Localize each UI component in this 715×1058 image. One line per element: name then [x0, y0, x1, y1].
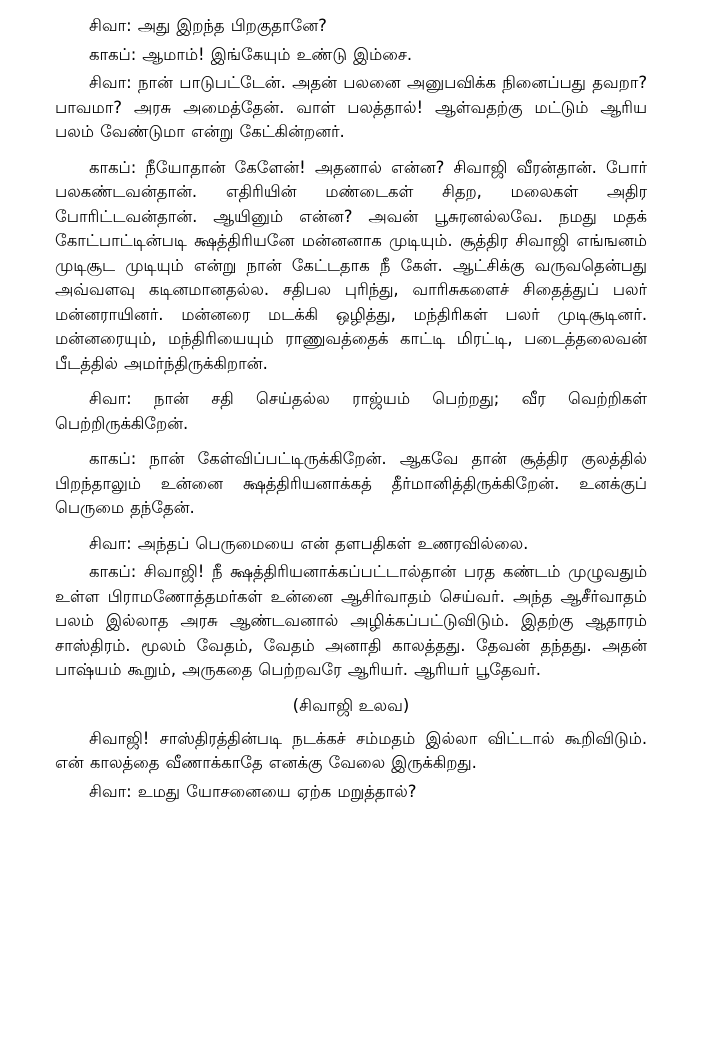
- dialogue-line: காகப்: நீயோதான் கேளேன்! அதனால் என்ன? சிவாஜி வீரன்தான். போர் பலகண்டவன்தான். எதிரியின் மண்டைகள் சிதற, மலைகள் அதிர போரிட்டவன்தான். ஆயினும் என்ன? அவன் பூசுரனல்லவே. நமது மதக் கோட்பாட்டின்படி க்ஷத்திரியனே மன்னனாக முடியும். சூத்திர சிவாஜி எங்ஙனம் முடிசூட முடியும் என்று நான் கேட்டதாக நீ கேள். ஆட்சிக்கு வருவதென்பது அவ்வளவு கடினமானதல்ல. சதிபல புரிந்து, வாரிசுகளைச் சிதைத்துப் பலர் மன்னராயினர். மன்னரை மடக்கி ஒழித்து, மந்திரிகள் பலர் முடிசூடினர். மன்னரையும், மந்திரியையும் ராணுவத்தைக் காட்டி மிரட்டி, படைத்தலைவன் பீடத்தில் அமர்ந்திருக்கிறான்.: [55, 157, 647, 373]
- dialogue-line: சிவா: அது இறந்த பிறகுதானே?: [89, 16, 327, 35]
- dialogue-line: காகப்: ஆமாம்! இங்கேயும் உண்டு இம்சை.: [89, 44, 413, 64]
- dialogue-line: காகப்: நான் கேள்விப்பட்டிருக்கிறேன். ஆகவே தான் சூத்திர குலத்தில் பிறந்தாலும் உன்னை க்ஷத்திரியனாக்கத் தீர்மானித்திருக்கிறேன். உனக்குப் பெருமை தந்தேன்.: [55, 449, 647, 517]
- dialogue-line: காகப்: சிவாஜி! நீ க்ஷத்திரியனாக்கப்பட்டால்தான் பரத கண்டம் முழுவதும் உள்ள பிராமணோத்தமர்கள் உன்னை ஆசிர்வாதம் செய்வர். அந்த ஆசீர்வாதம் பலம் இல்லாத அரசு ஆண்டவனால் அழிக்கப்பட்டுவிடும். இதற்கு ஆதாரம் சாஸ்திரம். மூலம் வேதம், வேதம் அனாதி காலத்தது. தேவன் தந்தது. அதன் பாஷ்யம் கூறும், அருகதை பெற்றவரே ஆரியர். ஆரியர் பூதேவர்.: [55, 562, 647, 679]
- dialogue-line: சிவா: நான் பாடுபட்டேன். அதன் பலனை அனுபவிக்க நினைப்பது தவறா? பாவமா? அரசு அமைத்தேன். வாள் பலத்தால்! ஆள்வதற்கு மட்டும் ஆரிய பலம் வேண்டுமா என்று கேட்கின்றனர்.: [55, 73, 647, 141]
- dialogue-line: சிவா: நான் சதி செய்தல்ல ராஜ்யம் பெற்றது; வீர வெற்றிகள் பெற்றிருக்கிறேன்.: [55, 389, 647, 433]
- dialogue-line: சிவா: அந்தப் பெருமையை என் தளபதிகள் உணரவில்லை.: [89, 533, 529, 553]
- dialogue-line: சிவாஜி! சாஸ்திரத்தின்படி நடக்கச் சம்மதம் இல்லா விட்டால் கூறிவிடும். என் காலத்தை வீணாக்காதே எனக்கு வேலை இருக்கிறது.: [55, 728, 647, 772]
- dialogue-line: சிவா: உமது யோசனையை ஏற்க மறுத்தால்?: [89, 781, 417, 801]
- stage-direction: (சிவாஜி உலவ): [292, 695, 410, 715]
